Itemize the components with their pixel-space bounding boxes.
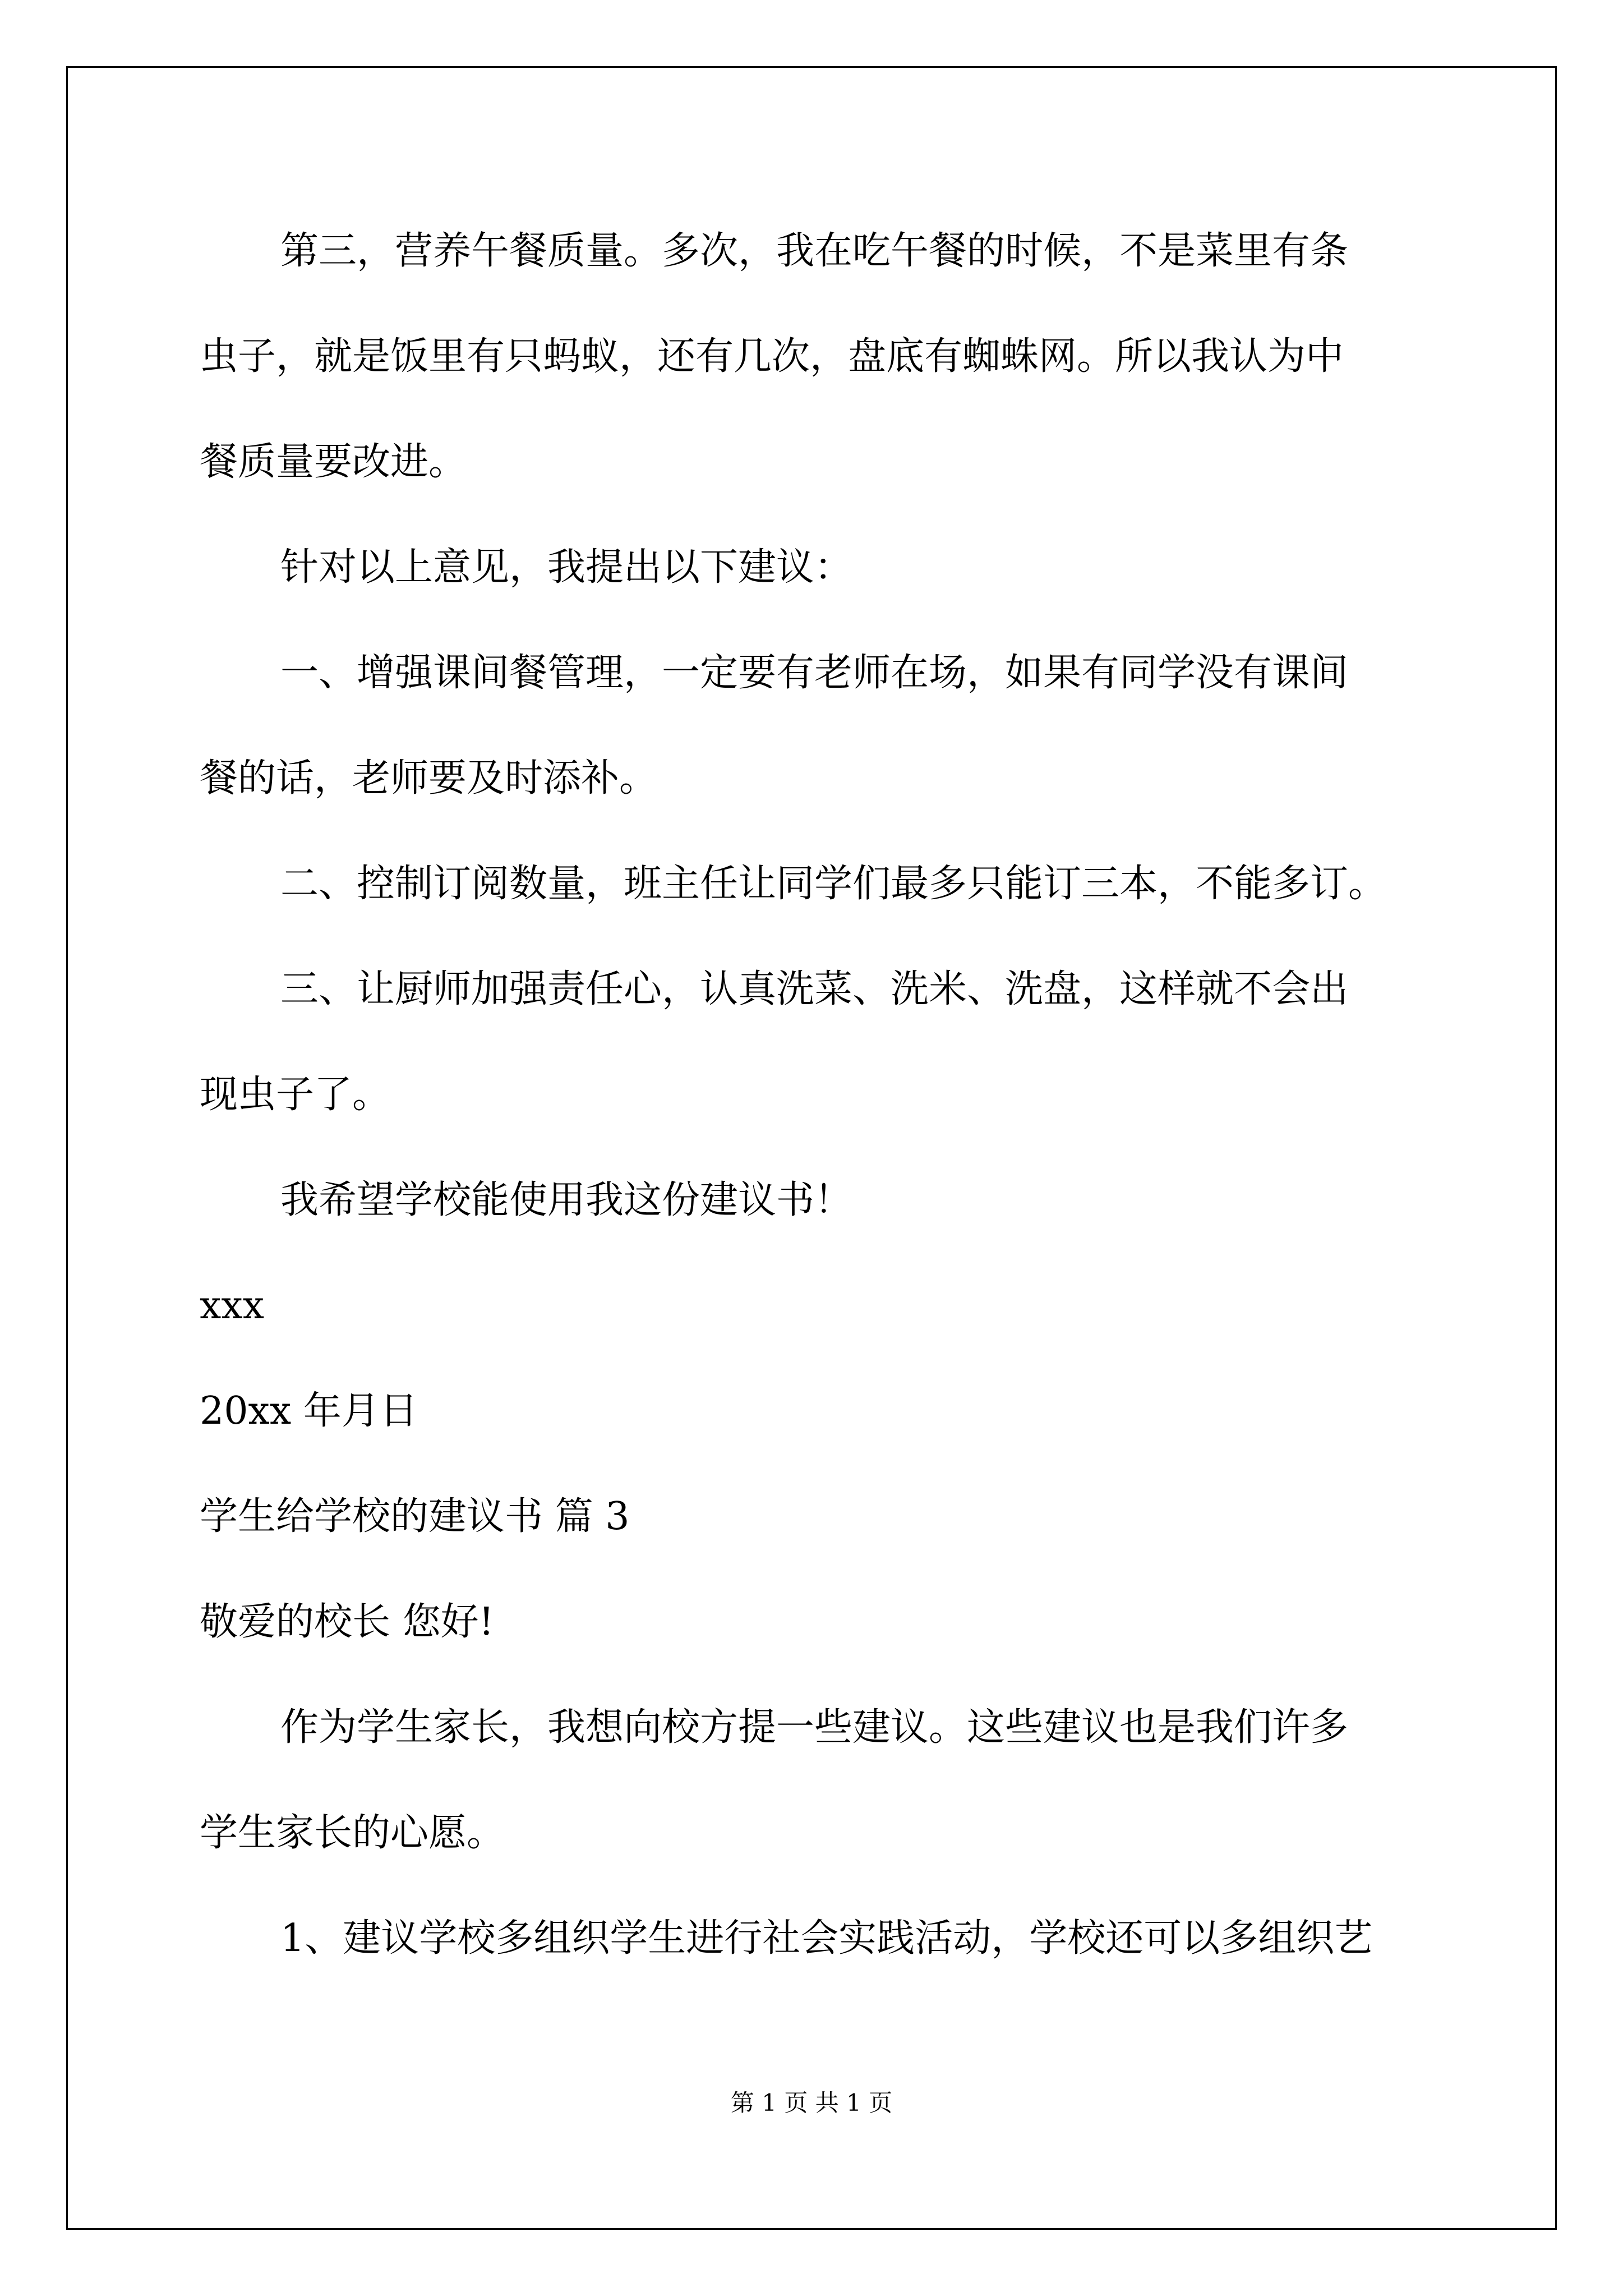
paragraph-line: 二、控制订阅数量，班主任让同学们最多只能订三本，不能多订。 — [280, 862, 1387, 906]
paragraph-line: 作为学生家长，我想向校方提一些建议。这些建议也是我们许多 — [280, 1705, 1349, 1750]
paragraph-line: 1、建议学校多组织学生进行社会实践活动，学校还可以多组织艺 — [280, 1916, 1373, 1961]
page-border — [66, 66, 1557, 2230]
paragraph-line: 第三，营养午餐质量。多次，我在吃午餐的时候，不是菜里有条 — [280, 229, 1349, 273]
page-footer: 第 1 页 共 1 页 — [730, 2089, 893, 2116]
paragraph-line: 一、增强课间餐管理，一定要有老师在场，如果有同学没有课间 — [280, 651, 1349, 695]
signature-date: 20xx 年月日 — [200, 1389, 418, 1433]
paragraph-line: 三、让厨师加强责任心，认真洗菜、洗米、洗盘，这样就不会出 — [280, 967, 1349, 1011]
paragraph-line: 针对以上意见，我提出以下建议： — [280, 545, 853, 590]
salutation: 敬爱的校长 您好! — [200, 1600, 494, 1644]
paragraph-line: 现虫子了。 — [200, 1073, 391, 1117]
section-heading: 学生给学校的建议书 篇 3 — [200, 1494, 630, 1539]
paragraph-line: 学生家长的心愿。 — [200, 1811, 505, 1855]
paragraph-line: 我希望学校能使用我这份建议书！ — [280, 1178, 853, 1222]
paragraph-line: 虫子，就是饭里有只蚂蚁，还有几次，盘底有蜘蛛网。所以我认为中 — [200, 334, 1344, 379]
signature-name: xxx — [200, 1283, 265, 1328]
paragraph-line: 餐质量要改进。 — [200, 440, 467, 484]
paragraph-line: 餐的话，老师要及时添补。 — [200, 756, 658, 800]
